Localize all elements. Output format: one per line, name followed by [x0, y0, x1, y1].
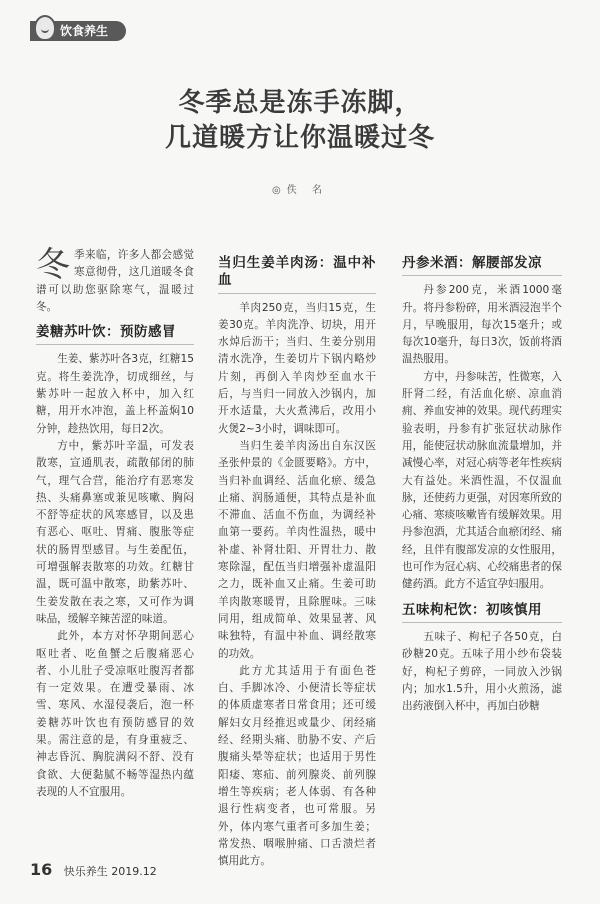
- section-heading-3: 丹参米酒：解腰部发凉: [402, 255, 562, 276]
- paragraph: 此方尤其适用于有面色苍白、手脚冰冷、小便清长等症状的体质虚寒者日常食用；还可缓解妇女月经推迟或量少、闭经痛经、经期头痛、肋胁不安、产后腹痛头晕等症状；也适用于男性阳痿、寒疝、前列腺炎、前列腺增生等疾病；老人体弱、有各种退行性病变者，也可常服。另外，体内寒气重者可多加生姜；常发热、咽喉肿痛、口舌溃烂者慎用此方。: [218, 664, 376, 868]
- intro-text: 季来临，许多人都会感觉寒意彻骨，这几道暖冬食谱可以助您驱除寒气，温暖过冬。: [36, 249, 194, 313]
- section-heading-4: 五味枸杞饮：初咳慎用: [402, 602, 562, 623]
- page-footer: [30, 860, 157, 879]
- paragraph: 五味子、枸杞子各50克，白砂糖20克。五味子用小纱布袋装好，枸杞子剪碎，一同放入沙锅内；加水1.5升，用小火煎汤，滤出药液倒入杯中，再加白砂糖: [402, 630, 562, 713]
- section-heading-2: 当归生姜羊肉汤：温中补血: [218, 255, 376, 294]
- paragraph: 方中，丹参味苦，性微寒，入肝肾二经，有活血化瘀、凉血消痈、养血安神的效果。现代药理实验表明，丹参有扩张冠状动脉作用，能使冠状动脉血流量增加，并减慢心率，对冠心病等老年性疾病大有益处。米酒性温，不仅温血脉，还使药力更强，对因寒所致的心痛、寒痰咳嗽皆有缓解效果。用丹参泡酒，尤其适合血瘀闭经、痛经，且伴有腹部发凉的女性服用，也可作为冠心病、心绞痛患者的保健药酒。此方不适宜孕妇服用。: [402, 370, 562, 591]
- byline: ◎佚 名: [272, 185, 328, 196]
- article-title-line1: 冬季总是冻手冻脚，: [178, 88, 422, 118]
- magazine-issue: 快乐养生 2019.12: [63, 865, 157, 878]
- column-2: [218, 247, 376, 868]
- paragraph: 生姜、紫苏叶各3克，红糖15克。将生姜洗净，切成细丝，与紫苏叶一起放入杯中，加入红糖，用开水冲泡，盖上杯盖焖10分钟，趁热饮用，每日2次。: [36, 353, 194, 435]
- article-title-line2: 几道暖方让你温暖过冬: [164, 123, 435, 153]
- column-3: [402, 247, 562, 837]
- section-heading-1: 姜糖苏叶饮：预防感冒: [36, 324, 194, 345]
- section-label: 饮食养生: [60, 24, 109, 38]
- paragraph: 当归生姜羊肉汤出自东汉医圣张仲景的《金匮要略》。方中，当归补血调经、活血化瘀、缓急止痛、润肠通便，其特点是补血不滞血、活血不伤血，为调经补血第一要药。羊肉性温热，暖中补虚、补肾壮阳、开胃壮力、散寒除湿，配伍当归增强补虚温阳之力，既补血又止痛。生姜可助羊肉散寒暖胃，且除腥味。三味同用，组成简单、效果显著、风味独特，有温中补血、调经散寒的功效。: [218, 439, 376, 660]
- column-1: [36, 247, 194, 837]
- intro-paragraph: [36, 247, 194, 316]
- paragraph: 方中，紫苏叶辛温，可发表散寒，宣通肌表，疏散郁闭的肺气，理气合营，能治疗有恶寒发热、头痛鼻塞或兼见咳嗽、胸闷不舒等症状的风寒感冒，以及患有恶心、呕吐、胃痛、腹胀等症状的肠胃型感冒。与生姜配伍，可增强解表散寒的功效。红糖甘温，既可温中散寒，助紫苏叶、生姜发散在表之寒，又可作为调味品，缓解辛辣苦涩的味道。: [36, 439, 194, 625]
- paragraph: 丹参200克，米酒1000毫升。将丹参粉碎，用米酒浸泡半个月，早晚服用，每次15毫升；或每次10毫升，每日3次，饭前将酒温热服用。: [402, 284, 562, 366]
- section-badge-icon: [34, 15, 56, 41]
- paragraph: 羊肉250克，当归15克，生姜30克。羊肉洗净、切块，用开水焯后沥干；当归、生姜分别用清水洗净，生姜切片下锅内略炒片刻，再倒入羊肉炒至血水干后，与当归一同放入沙锅内，加开水适量，大火煮沸后，改用小火煲2~3小时，调味即可。: [218, 301, 376, 435]
- paragraph: 此外，本方对怀孕期间恶心呕吐者、吃鱼蟹之后腹痛恶心者、小儿肚子受凉呕吐腹泻者都有一定效果。在遭受暴雨、冰雪、寒风、水湿侵袭后，泡一杯姜糖苏叶饮也有预防感冒的效果。需注意的是，有身重疲乏、神志昏沉、胸脘满闷不舒、没有食欲、大便黏腻不畅等湿热内蕴表现的人不宜服用。: [36, 630, 194, 798]
- page-number: 16: [30, 860, 53, 879]
- dropcap: 冬: [36, 245, 70, 285]
